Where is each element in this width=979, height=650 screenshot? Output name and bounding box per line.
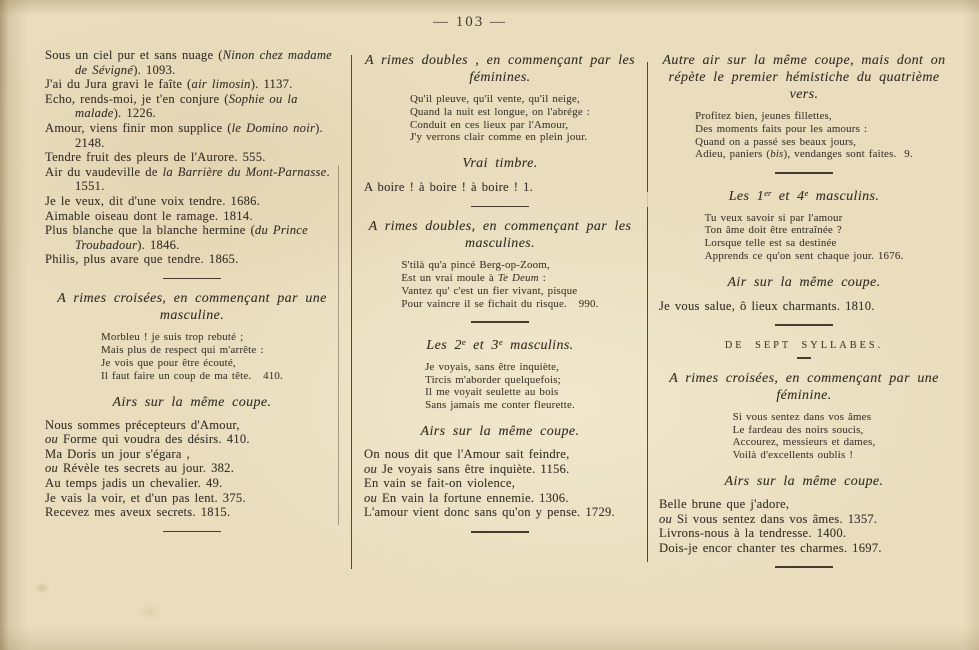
text-segment: Sans jamais me conter fleurette.	[425, 399, 575, 412]
text-segment: Tendre fruit des pleurs de l'Aurore. 555.	[45, 150, 266, 165]
section-heading	[659, 185, 949, 205]
separator-rule	[775, 172, 833, 174]
text-segment: Morbleu ! je suis trop rebuté ;	[101, 331, 244, 344]
italic-segment: Te Deum	[497, 272, 539, 285]
verse-line	[401, 285, 598, 298]
text-segment: Quand on a passé ses beaux jours,	[695, 135, 857, 148]
text-segment: Belle brune que j'adore,	[659, 496, 790, 511]
verse-quotation	[705, 212, 904, 263]
separator-rule	[797, 357, 811, 358]
italic-segment: le Domino noir	[231, 120, 316, 135]
section-heading	[364, 423, 636, 440]
text-segment: et 3	[465, 337, 499, 353]
verse-line	[401, 298, 598, 311]
text-segment: Des moments faits pour les amours :	[695, 122, 868, 135]
verse-line	[695, 148, 913, 161]
verse-quotation	[425, 361, 575, 412]
verse-line	[410, 93, 590, 106]
text-segment: Qu'il pleuve, qu'il vente, qu'il neige,	[409, 93, 580, 105]
verse-quotation	[695, 110, 913, 161]
section-heading	[45, 290, 339, 324]
section-heading	[659, 52, 949, 103]
text-line	[364, 180, 636, 195]
italic-segment: ou	[364, 461, 378, 476]
text-segment: ). 2148.	[75, 120, 323, 150]
separator-rule	[775, 324, 833, 326]
text-segment: Airs sur la même coupe.	[724, 473, 884, 489]
verse-line	[410, 106, 590, 119]
column-left	[45, 48, 339, 542]
entry	[45, 447, 339, 462]
verse-line	[425, 399, 575, 412]
text-segment: Je voyais sans être inquiète. 1156.	[377, 461, 570, 476]
text-segment: Je le veux, dit d'une voix tendre. 1686.	[45, 193, 261, 208]
text-segment: Sous un ciel pur et sans nuage (	[45, 48, 223, 62]
verse-line	[705, 212, 904, 225]
verse-line	[733, 449, 876, 462]
text-segment: A rimes doubles , en commençant par les féminines.	[364, 53, 636, 85]
text-segment: Les 1	[728, 188, 765, 204]
entry	[45, 92, 339, 121]
column-right	[659, 48, 949, 578]
verse-line	[425, 374, 575, 387]
verse-line	[733, 411, 876, 424]
subsection-label: DE SEPT SYLLABES.	[724, 339, 884, 351]
section-heading	[45, 394, 339, 411]
verse-line	[101, 331, 283, 344]
verse-line	[401, 272, 598, 285]
text-segment: Echo, rends-moi, je t'en conjure (	[45, 91, 229, 106]
text-segment: Ma Doris un jour s'égara ,	[45, 446, 190, 461]
italic-segment: ou	[659, 511, 673, 526]
verse-quotation	[410, 93, 590, 144]
entry	[45, 150, 339, 165]
verse-line	[101, 344, 283, 357]
section-heading	[364, 218, 636, 252]
entry	[364, 447, 636, 462]
entry	[45, 48, 339, 77]
text-segment: L'amour vient donc sans qu'on y pense. 1729.	[364, 505, 615, 520]
verse-line	[101, 357, 283, 370]
text-segment: Dois-je encor chanter tes charmes. 1697.	[659, 540, 882, 555]
verse-line	[101, 370, 283, 383]
text-segment: Profitez bien, jeunes fillettes,	[695, 110, 832, 122]
text-segment: Airs sur la même coupe.	[112, 394, 272, 410]
entry	[364, 505, 636, 520]
superscript-segment: er	[764, 187, 772, 198]
text-segment: Est un vrai moule à	[401, 272, 498, 285]
entry-list	[659, 497, 949, 555]
italic-segment: Sophie ou la malade	[75, 91, 298, 121]
text-segment: Le fardeau des noirs soucis,	[732, 423, 864, 436]
text-segment: En vain se fait-on violence,	[364, 476, 516, 491]
verse-quotation	[401, 259, 598, 310]
section-heading	[659, 274, 949, 291]
superscript-segment: e	[498, 336, 503, 347]
text-segment: Adieu, paniers (	[695, 148, 771, 161]
verse-quotation	[101, 331, 283, 382]
entry	[45, 252, 339, 267]
text-segment: ). 1137.	[250, 77, 293, 92]
verse-line	[425, 386, 575, 399]
text-segment: A rimes croisées, en commençant par une masculine.	[57, 291, 327, 324]
entry	[659, 512, 949, 527]
text-segment: masculins.	[502, 337, 574, 353]
verse-line	[705, 237, 904, 250]
verse-line	[695, 136, 913, 149]
text-segment: Apprends ce qu'on sent chaque jour. 1676.	[704, 249, 904, 262]
text-segment: A rimes doubles, en commençant par les masculines.	[368, 219, 632, 252]
text-segment: . 1551.	[75, 164, 330, 194]
text-segment: Révèle tes secrets au jour. 382.	[58, 461, 235, 476]
text-segment: Aimable oiseau dont le ramage. 1814.	[45, 208, 253, 223]
verse-line	[410, 131, 590, 144]
superscript-segment: e	[804, 187, 809, 198]
page-number: — 103 —	[433, 14, 507, 30]
text-segment: Recevez mes aveux secrets. 1815.	[45, 505, 231, 520]
section-heading	[364, 155, 636, 172]
text-segment: Voilà d'excellents oublis !	[732, 449, 854, 462]
separator-rule	[163, 278, 221, 280]
entry	[364, 491, 636, 506]
text-segment: On nous dit que l'Amour sait feindre,	[364, 447, 570, 462]
section-heading	[364, 334, 636, 354]
column-separator-rule	[647, 62, 648, 562]
separator-rule	[471, 531, 529, 533]
entry	[45, 476, 339, 491]
verse-line	[695, 123, 913, 136]
text-segment: Tu veux savoir si par l'amour	[704, 211, 843, 224]
text-segment: Quand la nuit est longue, on l'abrége :	[409, 105, 591, 118]
italic-segment: bis	[770, 148, 784, 161]
text-segment: En vain la fortune ennemie. 1306.	[377, 490, 569, 505]
text-segment: Conduit en ces lieux par l'Amour,	[409, 118, 569, 131]
text-segment: Amour, viens finir mon supplice (	[45, 120, 232, 135]
text-segment: Les 2	[426, 337, 462, 353]
entry	[45, 223, 339, 252]
entry-list	[364, 447, 636, 520]
italic-segment: Ninon chez madame de Sévigné	[75, 48, 333, 77]
separator-rule	[471, 321, 529, 323]
text-segment: Nous sommes précepteurs d'Amour,	[45, 417, 240, 432]
text-segment: masculins.	[808, 188, 880, 204]
text-segment: J'ai du Jura gravi le faîte (	[45, 77, 192, 92]
text-segment: ). 1093.	[133, 62, 176, 77]
separator-rule	[471, 206, 529, 208]
entry	[45, 418, 339, 433]
entry	[45, 165, 339, 194]
italic-segment: ou	[45, 461, 59, 476]
text-segment: Ton âme doit être entraînée ?	[704, 224, 842, 237]
verse-line	[705, 250, 904, 263]
italic-segment: air limosin	[191, 77, 251, 92]
entry	[45, 461, 339, 476]
text-segment: Je vais la voir, et d'un pas lent. 375.	[45, 490, 246, 505]
text-segment: Au temps jadis un chevalier. 49.	[45, 475, 223, 490]
verse-quotation	[733, 411, 876, 462]
column-separator-rule-faint	[338, 165, 339, 525]
italic-segment: ou	[45, 432, 59, 447]
text-segment: Accourez, messieurs et dames,	[732, 436, 876, 449]
entry	[45, 77, 339, 92]
text-segment: S'tilà qu'a pincé Berg-op-Zoom,	[401, 259, 550, 272]
entry	[45, 209, 339, 224]
column-middle	[364, 48, 636, 543]
text-segment: A boire ! à boire ! à boire ! 1.	[364, 180, 534, 195]
entry	[45, 491, 339, 506]
text-line	[659, 299, 949, 314]
verse-line	[401, 259, 598, 272]
text-segment: Si vous sentez dans vos âmes	[732, 410, 872, 423]
entry	[659, 541, 949, 556]
italic-segment: la Barrière du Mont-Parnasse	[162, 164, 327, 179]
entry	[45, 194, 339, 209]
entry	[659, 497, 949, 512]
text-segment: Livrons-nous à la tendresse. 1400.	[659, 526, 847, 541]
verse-line	[410, 119, 590, 132]
text-segment: Je voyais, sans être inquiète,	[425, 360, 560, 373]
text-segment: ), vendanges sont faites. 9.	[783, 148, 913, 161]
text-segment: Air sur la même coupe.	[727, 274, 881, 290]
section-heading	[364, 52, 636, 86]
superscript-segment: e	[461, 336, 466, 347]
text-segment: ). 1846.	[137, 237, 180, 252]
text-segment: Je vous salue, ô lieux charmants. 1810.	[659, 298, 875, 313]
verse-line	[733, 436, 876, 449]
text-segment: Vrai timbre.	[462, 156, 538, 172]
verse-line	[733, 424, 876, 437]
text-segment: J'y verrons clair comme en plein jour.	[409, 131, 588, 144]
entry-list	[45, 418, 339, 520]
text-segment: et 4	[771, 188, 805, 204]
text-segment: Autre air sur la même coupe, mais dont on répète le premier hémistiche du quatrième vers.	[662, 53, 946, 102]
text-segment: Si vous sentez dans vos âmes. 1357.	[672, 511, 878, 526]
text-segment: Tircis m'aborder quelquefois;	[425, 373, 561, 386]
text-segment: Air du vaudeville de	[45, 164, 163, 179]
text-segment: Plus blanche que la blanche hermine (	[45, 223, 255, 238]
italic-segment: du Prince Troubadour	[75, 223, 308, 252]
entry	[364, 462, 636, 477]
section-heading	[659, 370, 949, 404]
text-segment: Il me voyait seulette au bois	[425, 386, 559, 399]
text-segment: Philis, plus avare que tendre. 1865.	[45, 252, 239, 267]
italic-segment: ou	[364, 490, 378, 505]
text-segment: Forme qui voudra des désirs. 410.	[58, 432, 250, 447]
text-segment: Il faut faire un coup de ma tête. 410.	[101, 369, 283, 382]
text-segment: Airs sur la même coupe.	[420, 424, 580, 440]
section-heading	[659, 473, 949, 490]
entry	[364, 476, 636, 491]
verse-line	[705, 224, 904, 237]
entry	[45, 121, 339, 150]
text-segment: A rimes croisées, en commençant par une féminine.	[669, 370, 939, 403]
text-segment: ). 1226.	[113, 106, 156, 121]
column-separator-rule	[351, 55, 352, 569]
verse-line	[695, 110, 913, 123]
entry	[45, 505, 339, 520]
separator-rule	[163, 531, 221, 533]
text-segment: Je vois que pour être écouté,	[101, 357, 236, 369]
separator-rule	[775, 566, 833, 568]
text-segment: Lorsque telle est sa destinée	[704, 237, 837, 250]
text-segment: Pour vaincre il se fichait du risque. 990.	[401, 297, 599, 310]
text-segment: Vantez qu' c'est un fier vivant, pisque	[401, 284, 578, 297]
verse-line	[425, 361, 575, 374]
entry	[45, 432, 339, 447]
entry-list	[45, 48, 339, 267]
entry	[659, 526, 949, 541]
text-segment: :	[538, 272, 547, 285]
text-segment: Mais plus de respect qui m'arrête :	[101, 344, 264, 357]
